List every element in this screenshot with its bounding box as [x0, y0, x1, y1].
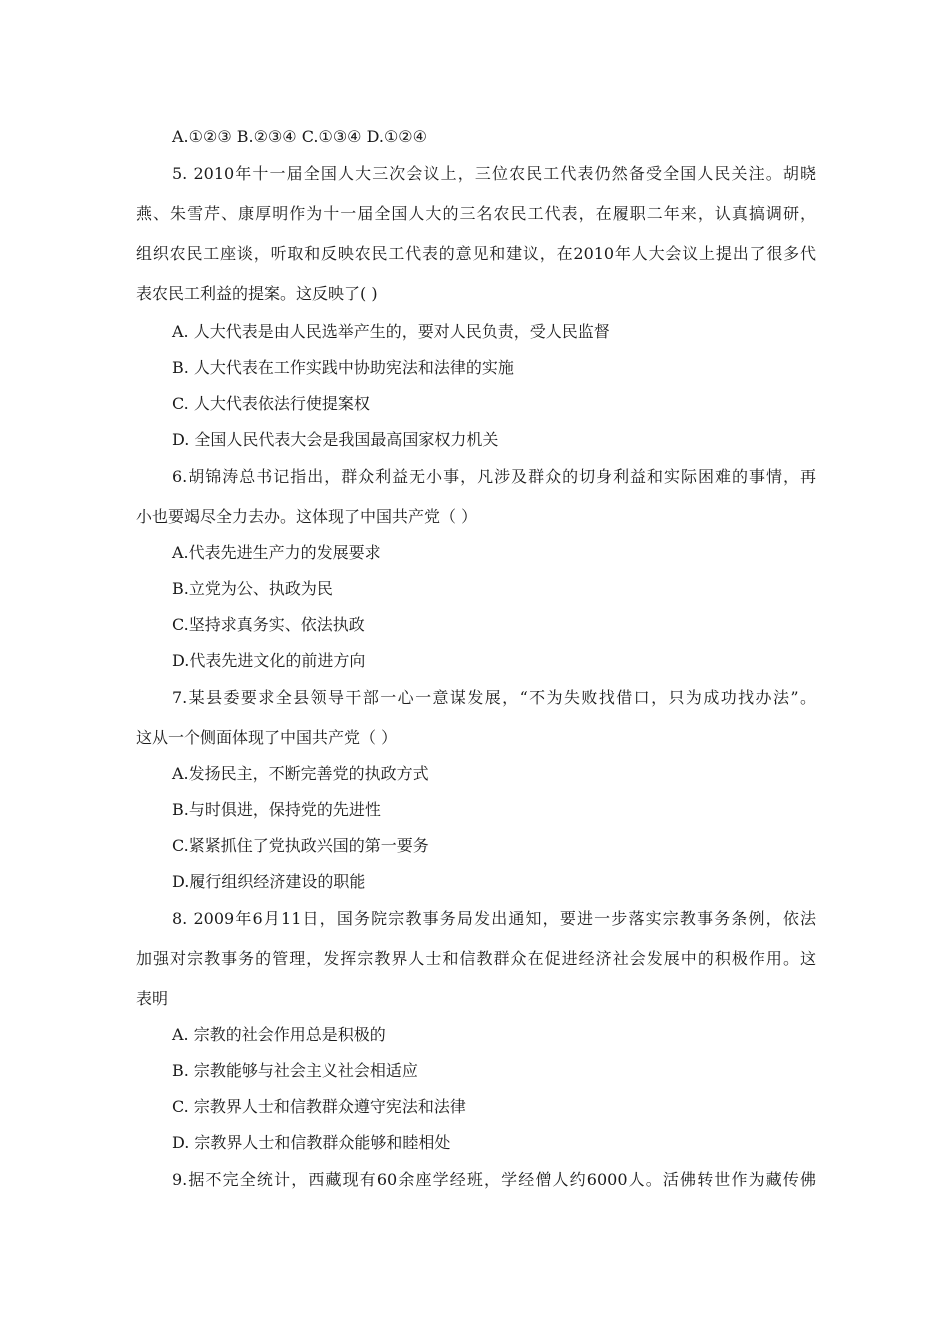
q6-option-d: D.代表先进文化的前进方向 [172, 651, 366, 670]
q6-option-a: A.代表先进生产力的发展要求 [172, 543, 381, 562]
q6-option-c: C.坚持求真务实、依法执政 [172, 615, 365, 634]
q7-stem-line: 这从一个侧面体现了中国共产党（ ） [136, 728, 398, 747]
q7-option-d: D.履行组织经济建设的职能 [172, 872, 366, 891]
q8-option-c: C. 宗教界人士和信教群众遵守宪法和法律 [172, 1097, 466, 1116]
q8-option-a: A. 宗教的社会作用总是积极的 [172, 1025, 386, 1044]
q7-option-c: C.紧紧抓住了党执政兴国的第一要务 [172, 836, 429, 855]
q8-stem-line: 8. 2009年6月11日，国务院宗教事务局发出通知，要进一步落实宗教事务条例，依法 [172, 909, 816, 928]
q5-option-a: A. 人大代表是由人民选举产生的，要对人民负责，受人民监督 [172, 322, 610, 341]
q7-option-b: B.与时俱进，保持党的先进性 [172, 800, 381, 819]
q5-option-d: D. 全国人民代表大会是我国最高国家权力机关 [172, 430, 499, 449]
q7-option-a: A.发扬民主，不断完善党的执政方式 [172, 764, 429, 783]
q5-stem-line: 5. 2010年十一届全国人大三次会议上，三位农民工代表仍然备受全国人民关注。胡晓 [172, 164, 816, 183]
q7-stem-line: 7.某县委要求全县领导干部一心一意谋发展，“不为失败找借口，只为成功找办法”。 [172, 688, 816, 707]
q6-stem-line: 小也要竭尽全力去办。这体现了中国共产党（ ） [136, 507, 478, 526]
q5-stem-line: 表农民工利益的提案。这反映了( ) [136, 284, 378, 303]
q5-option-b: B. 人大代表在工作实践中协助宪法和法律的实施 [172, 358, 514, 377]
q5-stem-line: 燕、朱雪芹、康厚明作为十一届全国人大的三名农民工代表，在履职二年来，认真搞调研， [136, 204, 816, 223]
q9-stem-line: 9.据不完全统计，西藏现有60余座学经班，学经僧人约6000人。活佛转世作为藏传佛 [172, 1170, 816, 1189]
q4-options: A.①②③ B.②③④ C.①③④ D.①②④ [172, 127, 427, 146]
q6-stem-line: 6.胡锦涛总书记指出，群众利益无小事，凡涉及群众的切身利益和实际困难的事情，再 [172, 467, 816, 486]
q5-option-c: C. 人大代表依法行使提案权 [172, 394, 370, 413]
q8-stem-line: 加强对宗教事务的管理，发挥宗教界人士和信教群众在促进经济社会发展中的积极作用。这 [136, 949, 816, 968]
q8-stem-line: 表明 [136, 989, 169, 1008]
q6-option-b: B.立党为公、执政为民 [172, 579, 333, 598]
q8-option-d: D. 宗教界人士和信教群众能够和睦相处 [172, 1133, 451, 1152]
q8-option-b: B. 宗教能够与社会主义社会相适应 [172, 1061, 418, 1080]
q5-stem-line: 组织农民工座谈，听取和反映农民工代表的意见和建议，在2010年人大会议上提出了很多代 [136, 244, 816, 263]
